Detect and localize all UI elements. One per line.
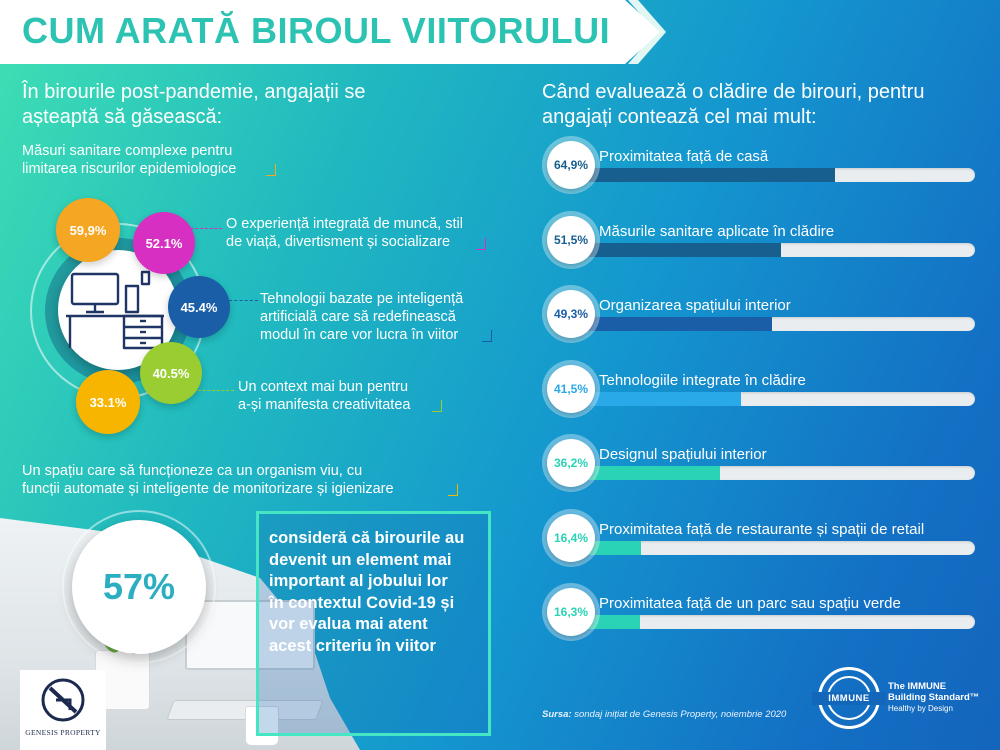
value-badge: 51,5%	[547, 216, 595, 264]
bar-label: Organizarea spațiului interior	[599, 297, 791, 314]
value-badge: 36,2%	[547, 439, 595, 487]
stat-line: în contextul Covid-19 și	[269, 593, 455, 612]
stat-line: devenit un element mai	[269, 550, 452, 569]
source-note	[542, 709, 786, 720]
bar-row	[542, 297, 982, 357]
bar-label: Proximitatea față de casă	[599, 148, 769, 165]
stat-line: acest criteriu în viitor	[269, 636, 436, 655]
bar-track	[575, 541, 975, 555]
item-living-line1: Un spațiu care să funcționeze ca un organism viu, cu	[22, 463, 363, 479]
bar-row	[542, 446, 982, 506]
bar-fill	[575, 317, 772, 331]
bar-row	[542, 148, 982, 208]
item-sanitary-line1: Măsuri sanitare complexe pentru	[22, 143, 233, 159]
bubble-creativity: 40.5%	[140, 342, 202, 404]
bar-track	[575, 317, 975, 331]
item-integrated-experience	[226, 215, 463, 251]
item-integrated-line2: de viață, divertisment și socializare	[226, 234, 451, 250]
stat-value: 57%	[72, 520, 206, 654]
bubble-integrated: 52.1%	[133, 212, 195, 274]
bubble-living: 33.1%	[76, 370, 140, 434]
stat-text	[269, 528, 478, 657]
value-badge: 16,4%	[547, 514, 595, 562]
immune-logo-band: IMMUNE	[812, 692, 886, 705]
stat-line: vor evalua mai atent	[269, 615, 428, 633]
immune-tagline: Healthy by Design	[888, 704, 953, 713]
item-ai-technology	[260, 290, 463, 344]
source-label: Sursa:	[542, 709, 572, 720]
bracket-magenta	[476, 238, 486, 250]
item-creativity	[238, 378, 410, 414]
connector-green	[198, 390, 234, 391]
item-sanitary-line2: limitarea riscurilor epidemiologice	[22, 161, 237, 177]
bar-row	[542, 521, 982, 581]
bar-row	[542, 372, 982, 432]
bracket-orange	[266, 164, 276, 176]
immune-line1: The IMMUNE	[888, 681, 947, 692]
item-living-organism	[22, 462, 394, 498]
bar-track	[575, 243, 975, 257]
item-creativity-line1: Un context mai bun pentru	[238, 379, 409, 395]
value-badge: 64,9%	[547, 141, 595, 189]
stat-box	[256, 511, 491, 736]
genesis-g-icon	[20, 670, 106, 728]
item-ai-line2: artificială care să redefinească	[260, 309, 456, 325]
left-heading-line2: așteaptă să găsească:	[22, 106, 223, 128]
bubble-ai: 45.4%	[168, 276, 230, 338]
stat-line: important al jobului lor	[269, 572, 448, 590]
bubble-sanitary: 59,9%	[56, 198, 120, 262]
bar-label: Proximitatea față de un parc sau spațiu verde	[599, 595, 901, 612]
right-heading-line2: angajați contează cel mai mult:	[542, 106, 817, 128]
left-heading-line1: În birourile post-pandemie, angajații se	[22, 81, 366, 103]
bar-label: Tehnologiile integrate în clădire	[599, 371, 806, 389]
bracket-blue	[482, 330, 492, 342]
bar-track	[575, 615, 975, 629]
item-creativity-line2: a-și manifesta creativitatea	[238, 397, 411, 413]
item-ai-line1: Tehnologii bazate pe inteligență	[260, 291, 464, 307]
source-text: sondaj inițiat de Genesis Property, noiembrie 2020	[571, 709, 787, 720]
item-sanitary	[22, 142, 236, 178]
bar-fill	[575, 168, 835, 182]
right-heading	[542, 80, 924, 130]
right-heading-line1: Când evaluează o clădire de birouri, pentru	[542, 81, 925, 103]
genesis-logo-text: GENESIS PROPERTY	[25, 728, 101, 737]
bar-track	[575, 392, 975, 406]
bar-row	[542, 223, 982, 283]
immune-title	[888, 681, 979, 703]
bracket-yellow	[448, 484, 458, 496]
stat-line: consideră că birourile au	[269, 529, 465, 547]
bar-label: Proximitatea față de restaurante și spații de retail	[599, 520, 925, 538]
bar-track	[575, 466, 975, 480]
bar-fill	[575, 392, 741, 406]
page-title: CUM ARATĂ BIROUL VIITORULUI	[22, 10, 611, 51]
genesis-logo	[20, 670, 106, 750]
item-living-line2: funcții automate și inteligente de monitorizare și igienizare	[22, 481, 394, 497]
bar-label: Măsurile sanitare aplicate în clădire	[599, 222, 835, 240]
bar-fill	[575, 243, 781, 257]
item-integrated-line1: O experiență integrată de muncă, stil	[226, 216, 463, 232]
value-badge: 16,3%	[547, 588, 595, 636]
bar-track	[575, 168, 975, 182]
immune-line2: Building Standard™	[888, 692, 980, 703]
left-heading	[22, 80, 366, 130]
bar-row	[542, 595, 982, 655]
value-badge: 49,3%	[547, 290, 595, 338]
value-badge: 41,5%	[547, 365, 595, 413]
item-ai-line3: modul în care vor lucra în viitor	[260, 327, 459, 343]
bar-label: Designul spațiului interior	[599, 446, 767, 463]
bracket-green	[432, 400, 442, 412]
